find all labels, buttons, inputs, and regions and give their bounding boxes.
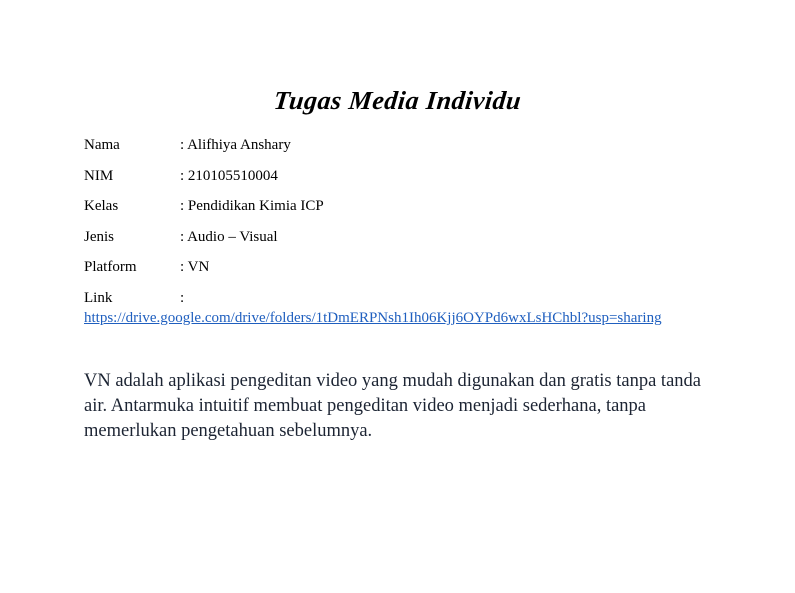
field-label-jenis: Jenis (84, 229, 114, 245)
description-paragraph: VN adalah aplikasi pengeditan video yang mudah digunakan dan gratis tanpa tanda air. Antarmuka intuitif membuat pengeditan video menjadi sederhana, tanpa memerlukan pengetahuan sebelumnya. (84, 371, 701, 441)
field-value-platform: : VN (180, 259, 210, 275)
field-value-jenis: : Audio – Visual (180, 229, 278, 245)
field-value-kelas: : Pendidikan Kimia ICP (180, 198, 324, 214)
field-label-kelas: Kelas (84, 198, 119, 214)
field-label-nama: Nama (84, 137, 120, 153)
field-value-nama: : Alifhiya Anshary (180, 137, 291, 153)
field-value-nim: : 210105510004 (180, 168, 278, 184)
field-label-link: Link (84, 290, 113, 306)
field-label-platform: Platform (84, 259, 137, 275)
field-value-link: : (180, 290, 185, 306)
document-title: Tugas Media Individu (272, 86, 523, 115)
drive-link[interactable]: https://drive.google.com/drive/folders/1tDmERPNsh1Ih06Kjj6OYPd6wxLsHChbl?usp=sharing (84, 310, 662, 326)
field-label-nim: NIM (84, 168, 114, 184)
